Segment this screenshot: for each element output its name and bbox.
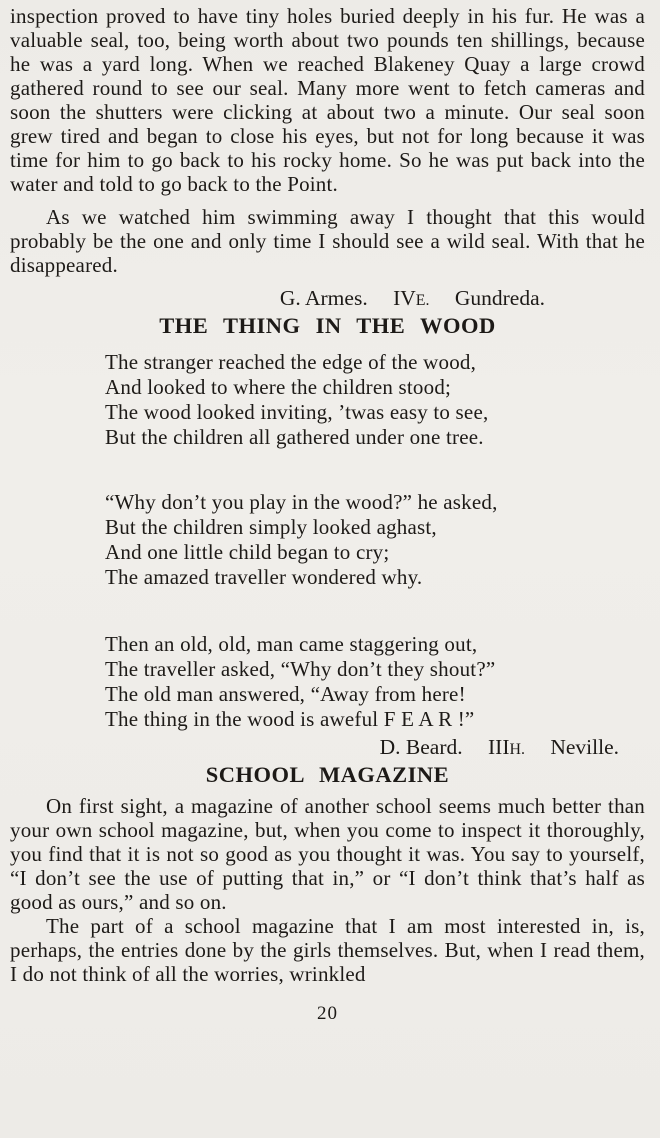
poem-line: The wood looked inviting, ’twas easy to see, [105,400,489,424]
poem-stanza-3 [105,632,645,732]
poem-stanza-2 [105,490,645,590]
poem-line: But the children simply looked aghast, [105,515,437,539]
poem-line: “Why don’t you play in the wood?” he asked, [105,490,498,514]
byline-author: D. Beard. [379,735,463,759]
poem-line: The old man answered, “Away from here! [105,682,466,706]
poem-line: The thing in the wood is aweful F E A R !” [105,707,475,731]
poem-line: The stranger reached the edge of the wood, [105,350,477,374]
poem-stanza-1 [105,350,645,450]
article1-paragraph-2: As we watched him swimming away I thought that this would probably be the one and only time I should see a wild seal. With that he disappeared. [10,205,645,277]
poem [105,350,645,732]
poem-line: The traveller asked, “Why don’t they shout?” [105,657,496,681]
page-number: 20 [317,1003,338,1024]
article2-title: SCHOOL MAGAZINE [205,762,450,787]
article1-byline [10,286,645,313]
byline-house: Neville. [550,735,619,759]
article1-paragraph-1: inspection proved to have tiny holes buried deeply in his fur. He was a valuable seal, too, being worth about two pounds ten shillings, because he was a yard long. When we reached Blakeney Quay a large crowd gathered round to see our seal. Many more went to fetch cameras and soon the shutters were clicking at about two a minute. Our seal soon grew tired and began to close his eyes, but not for long because it was time for him to go back to his rocky home. So he was put back into the water and told to go back to the Point. [10,4,645,196]
byline-form: IVE. [393,286,430,310]
article2-paragraph-2: The part of a school magazine that I am most interested in, is, perhaps, the entries done by the girls themselves. But, when I read them, I do not think of all the worries, wrinkled [10,914,645,986]
poem-line: And one little child began to cry; [105,540,390,564]
poem-line: Then an old, old, man came staggering out, [105,632,478,656]
byline-author: G. Armes. [279,286,368,310]
article2-paragraph-1: On first sight, a magazine of another school seems much better than your own school magazine, but, when you come to inspect it thoroughly, you find that it is not so good as you thought it was. You say to yourself, “I don’t see the use of putting that in,” or “I don’t think that’s half as good as ours,” and so on. [10,794,645,914]
poem-title: THE THING IN THE WOOD [159,313,496,338]
poem-line: And looked to where the children stood; [105,375,452,399]
byline-form: IIIH. [488,735,525,759]
poem-line: The amazed traveller wondered why. [105,565,423,589]
poem-line: But the children all gathered under one tree. [105,425,484,449]
poem-byline [10,735,645,762]
byline-house: Gundreda. [454,286,545,310]
